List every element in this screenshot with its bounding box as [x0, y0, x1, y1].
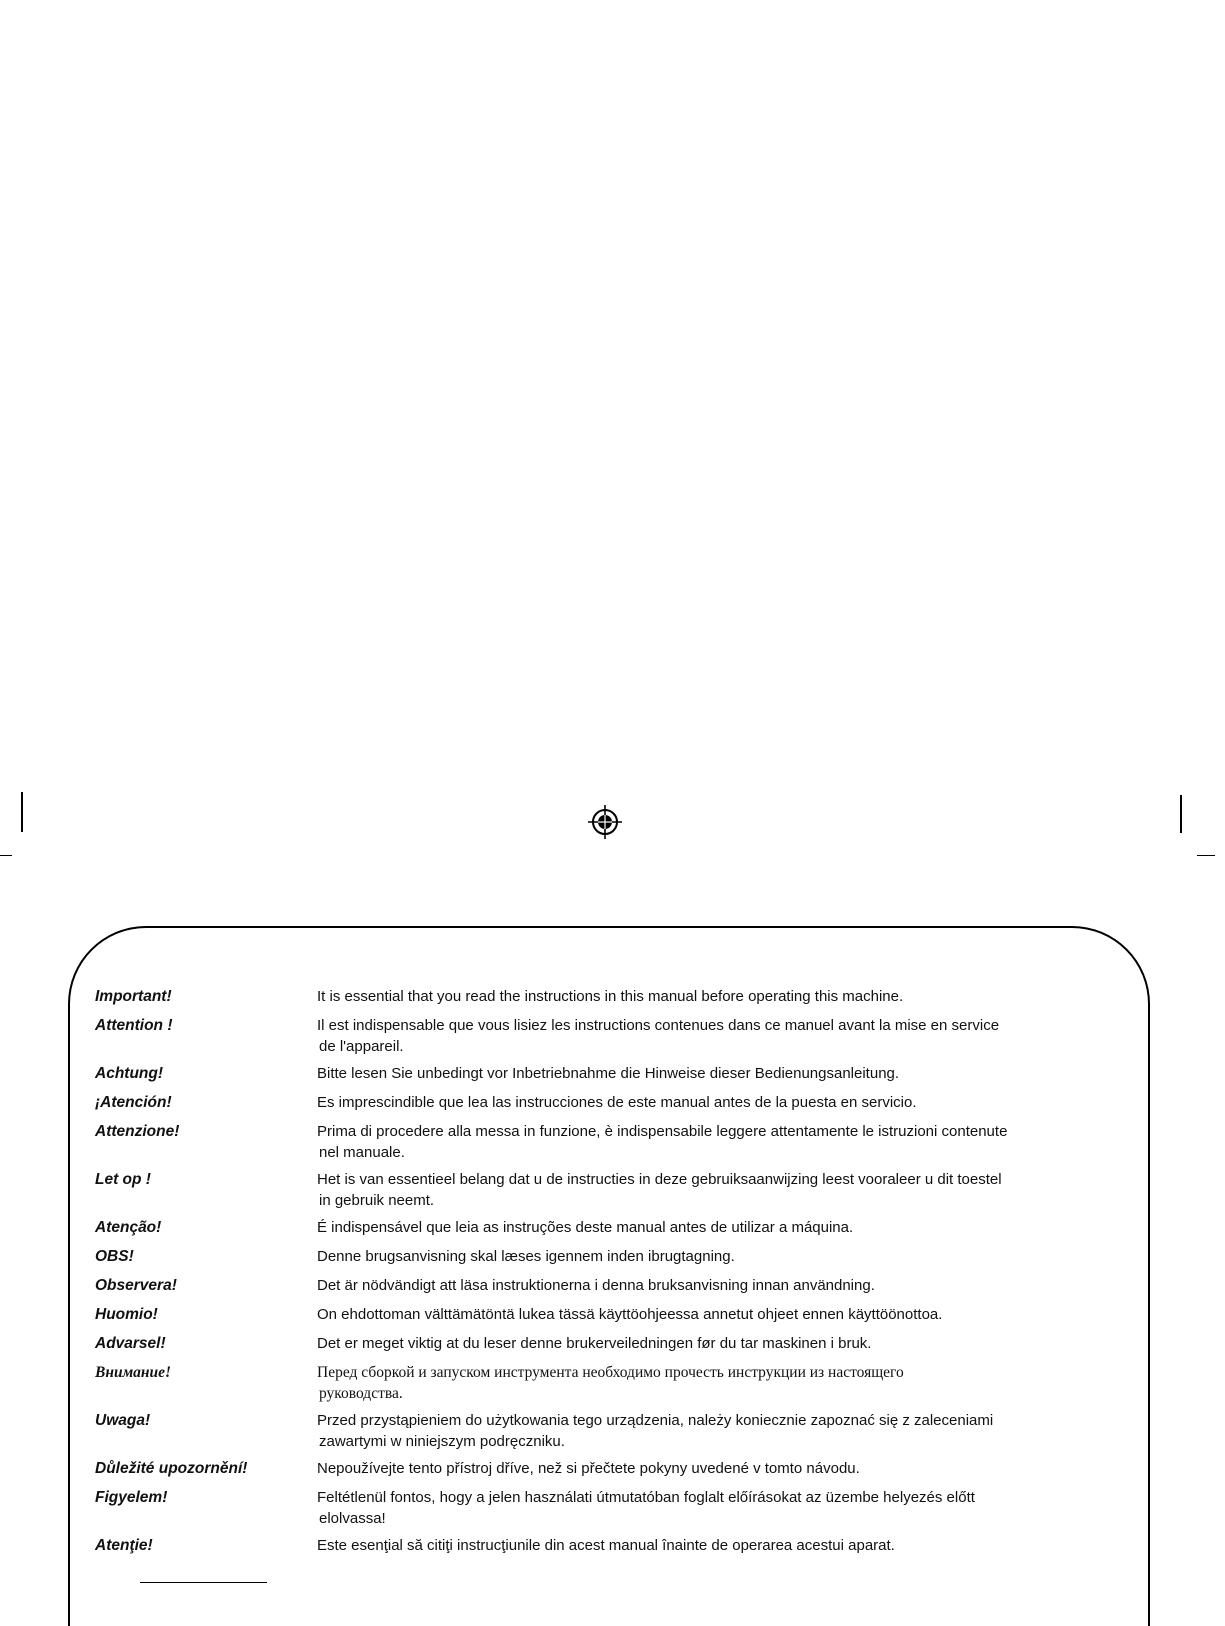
notice-row-en — [95, 986, 1135, 1007]
notice-text-line: On ehdottoman välttämätöntä lukea tässä käyttöohjeessa annetut ohjeet ennen käyttöönottoa. — [317, 1306, 943, 1323]
notice-text — [317, 1535, 1135, 1556]
notice-text-line: руководства. — [319, 1385, 403, 1402]
label-underline — [140, 1582, 267, 1583]
notice-row-it — [95, 1121, 1135, 1163]
notice-row-sv — [95, 1275, 1135, 1296]
crop-mark-right-vertical — [1180, 795, 1182, 833]
notice-text — [317, 1458, 1135, 1479]
notice-label: Advarsel! — [95, 1335, 166, 1352]
notice-text — [317, 1063, 1135, 1084]
notice-label: Внимание! — [95, 1364, 172, 1381]
crop-mark-right-horizontal — [1197, 855, 1215, 856]
notice-text — [317, 1410, 1135, 1452]
registration-target-icon — [588, 805, 622, 839]
notice-row-fi — [95, 1304, 1135, 1325]
notice-label: Uwaga! — [95, 1412, 151, 1429]
notice-row-da — [95, 1246, 1135, 1267]
notice-row-de — [95, 1063, 1135, 1084]
notice-text — [317, 1246, 1135, 1267]
crop-mark-left-horizontal — [0, 855, 12, 856]
notice-text-line: Przed przystąpieniem do użytkowania tego urządzenia, należy koniecznie zapoznać się z zaleceniami — [317, 1412, 994, 1429]
notice-label: Achtung! — [95, 1065, 164, 1082]
notice-label: Figyelem! — [95, 1489, 168, 1506]
notice-list — [95, 986, 1135, 1564]
notice-label: Attenzione! — [95, 1123, 180, 1140]
notice-label: Huomio! — [95, 1306, 158, 1323]
notice-text-line: Bitte lesen Sie unbedingt vor Inbetriebnahme die Hinweise dieser Bedienungsanleitung. — [317, 1065, 900, 1082]
notice-label: Důležité upozornění! — [95, 1460, 248, 1477]
notice-text — [317, 1217, 1135, 1238]
notice-label: Important! — [95, 988, 172, 1005]
notice-text — [317, 1092, 1135, 1113]
notice-text-line: Prima di procedere alla messa in funzione, è indispensabile leggere attentamente le istruzioni contenute — [317, 1123, 1008, 1140]
notice-text-line: Es imprescindible que lea las instrucciones de este manual antes de la puesta en servicio. — [317, 1094, 917, 1111]
notice-text — [317, 1169, 1135, 1211]
notice-text-line: Det är nödvändigt att läsa instruktionerna i denna bruksanvisning innan användning. — [317, 1277, 875, 1294]
notice-label: Observera! — [95, 1277, 177, 1294]
notice-label: ¡Atención! — [95, 1094, 172, 1111]
notice-text-line: nel manuale. — [319, 1144, 405, 1161]
notice-text — [317, 1362, 1135, 1404]
notice-text-line: de l'appareil. — [319, 1038, 404, 1055]
notice-text-line: Feltétlenül fontos, hogy a jelen használati útmutatóban foglalt előírásokat az üzembe helyezés előtt — [317, 1489, 975, 1506]
notice-text-line: Il est indispensable que vous lisiez les instructions contenues dans ce manuel avant la mise en service — [317, 1017, 1000, 1034]
notice-row-ro — [95, 1535, 1135, 1556]
notice-text-line: in gebruik neemt. — [319, 1192, 435, 1209]
notice-text — [317, 1015, 1135, 1057]
notice-label: Let op ! — [95, 1171, 151, 1188]
notice-text — [317, 1487, 1135, 1529]
notice-text-line: Denne brugsanvisning skal læses igennem inden ibrugtagning. — [317, 1248, 735, 1265]
notice-text-line: Este esenţial să citiţi instrucţiunile din acest manual înainte de operarea acestui aparat. — [317, 1537, 895, 1554]
notice-label: Atenţie! — [95, 1537, 153, 1554]
notice-label: Atenção! — [95, 1219, 162, 1236]
notice-text-line: É indispensável que leia as instruções deste manual antes de utilizar a máquina. — [317, 1219, 854, 1236]
notice-text-line: Det er meget viktig at du leser denne brukerveiledningen før du tar maskinen i bruk. — [317, 1335, 872, 1352]
notice-row-no — [95, 1333, 1135, 1354]
notice-label: OBS! — [95, 1248, 134, 1265]
notice-row-es — [95, 1092, 1135, 1113]
notice-label: Attention ! — [95, 1017, 173, 1034]
notice-text-line: zawartymi w niniejszym podręczniku. — [319, 1433, 565, 1450]
notice-text — [317, 986, 1135, 1007]
notice-row-pt — [95, 1217, 1135, 1238]
notice-text — [317, 1275, 1135, 1296]
notice-row-hu — [95, 1487, 1135, 1529]
notice-text-line: Nepoužívejte tento přístroj dříve, než si přečtete pokyny uvedené v tomto návodu. — [317, 1460, 860, 1477]
notice-text — [317, 1333, 1135, 1354]
notice-row-pl — [95, 1410, 1135, 1452]
notice-row-nl — [95, 1169, 1135, 1211]
notice-row-cs — [95, 1458, 1135, 1479]
notice-row-fr — [95, 1015, 1135, 1057]
notice-text-line: elolvassa! — [319, 1510, 386, 1527]
notice-text — [317, 1121, 1135, 1163]
notice-text-line: Перед сборкой и запуском инструмента необходимо прочесть инструкции из настоящего — [317, 1364, 904, 1381]
notice-text-line: Het is van essentieel belang dat u de instructies in deze gebruiksaanwijzing leest vooraleer u dit toestel — [317, 1171, 1002, 1188]
notice-text — [317, 1304, 1135, 1325]
notice-row-ru — [95, 1362, 1135, 1404]
crop-mark-left-vertical — [21, 792, 23, 832]
notice-text-line: It is essential that you read the instructions in this manual before operating this machine. — [317, 988, 904, 1005]
